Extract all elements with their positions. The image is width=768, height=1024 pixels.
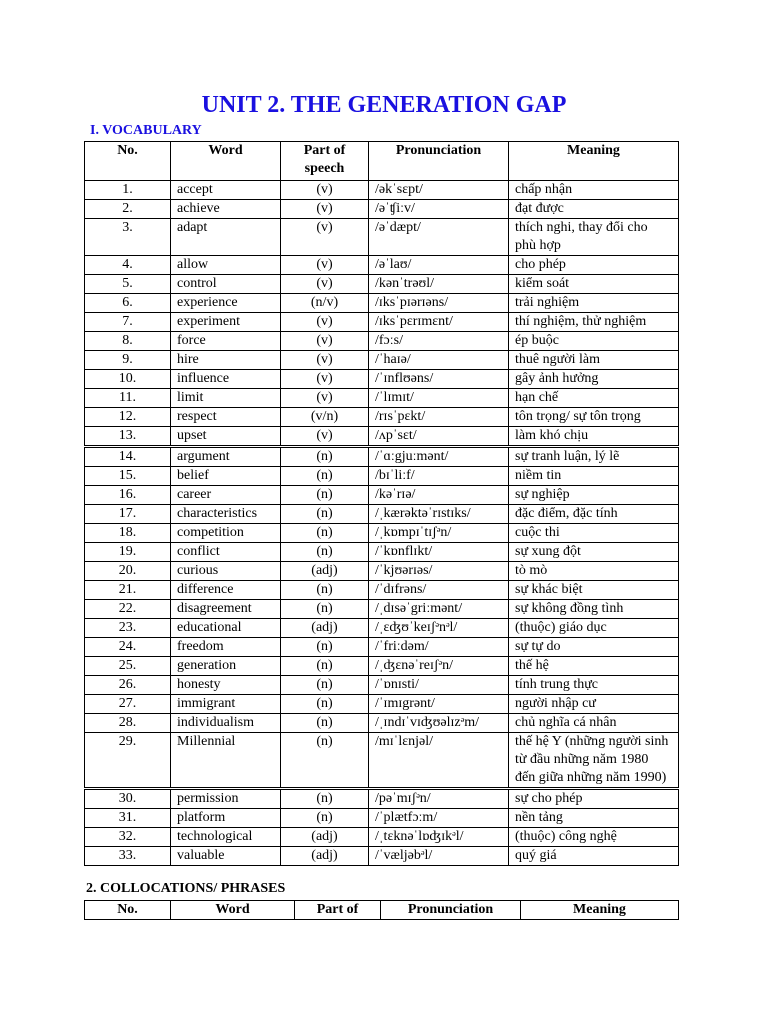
row-meaning: tính trung thực (509, 676, 679, 695)
row-number: 8. (85, 332, 171, 351)
row-number: 20. (85, 562, 171, 581)
collocations-table (84, 900, 679, 920)
row-word: honesty (171, 676, 281, 695)
row-meaning: sự tự do (509, 638, 679, 657)
row-number: 26. (85, 676, 171, 695)
header-pronunciation: Pronunciation (381, 901, 521, 920)
row-meaning: niềm tin (509, 467, 679, 486)
row-part-of-speech: (v) (281, 256, 369, 275)
table-row (85, 467, 679, 486)
row-word: hire (171, 351, 281, 370)
row-part-of-speech: (n) (281, 543, 369, 562)
row-pronunciation: /ˈfriːdəm/ (369, 638, 509, 657)
row-meaning: thế hệ (509, 657, 679, 676)
row-part-of-speech: (adj) (281, 619, 369, 638)
section-heading-collocations: 2. COLLOCATIONS/ PHRASES (86, 881, 286, 896)
row-pronunciation: /ˈdɪfrəns/ (369, 581, 509, 600)
row-meaning: sự không đồng tình (509, 600, 679, 619)
row-number: 22. (85, 600, 171, 619)
row-word: force (171, 332, 281, 351)
row-number: 21. (85, 581, 171, 600)
row-pronunciation: /ˈhaɪə/ (369, 351, 509, 370)
row-number: 4. (85, 256, 171, 275)
row-pronunciation: /ɪksˈpɛrɪmɛnt/ (369, 313, 509, 332)
table-row (85, 181, 679, 200)
row-word: adapt (171, 219, 281, 256)
table-row (85, 581, 679, 600)
row-number: 24. (85, 638, 171, 657)
row-part-of-speech: (n) (281, 809, 369, 828)
row-word: belief (171, 467, 281, 486)
row-pronunciation: /ˈɪnflʊəns/ (369, 370, 509, 389)
row-word: limit (171, 389, 281, 408)
row-number: 12. (85, 408, 171, 427)
row-part-of-speech: (n) (281, 733, 369, 789)
row-number: 9. (85, 351, 171, 370)
row-number: 14. (85, 447, 171, 467)
row-meaning: thế hệ Y (những người sinh từ đầu những năm 1980 đến giữa những năm 1990) (509, 733, 679, 789)
table-row (85, 256, 679, 275)
row-meaning: (thuộc) công nghệ (509, 828, 679, 847)
row-pronunciation: /ˌɛʤʊˈkeɪʃᵊnᵊl/ (369, 619, 509, 638)
row-meaning: thí nghiệm, thử nghiệm (509, 313, 679, 332)
row-word: career (171, 486, 281, 505)
row-word: generation (171, 657, 281, 676)
row-word: control (171, 275, 281, 294)
row-part-of-speech: (n/v) (281, 294, 369, 313)
row-word: argument (171, 447, 281, 467)
row-part-of-speech: (n) (281, 789, 369, 809)
row-word: immigrant (171, 695, 281, 714)
row-part-of-speech: (v) (281, 313, 369, 332)
table-row (85, 638, 679, 657)
row-pronunciation: /ˌtɛknəˈlɒʤɪkᵊl/ (369, 828, 509, 847)
row-number: 28. (85, 714, 171, 733)
row-pronunciation: /əkˈsɛpt/ (369, 181, 509, 200)
row-number: 6. (85, 294, 171, 313)
row-word: platform (171, 809, 281, 828)
row-number: 31. (85, 809, 171, 828)
row-pronunciation: /ˈkjʊərɪəs/ (369, 562, 509, 581)
row-part-of-speech: (v) (281, 389, 369, 408)
header-word: Word (171, 901, 295, 920)
table-row (85, 676, 679, 695)
row-meaning: thích nghi, thay đổi cho phù hợp (509, 219, 679, 256)
row-word: curious (171, 562, 281, 581)
row-part-of-speech: (v) (281, 275, 369, 294)
row-meaning: ép buộc (509, 332, 679, 351)
row-word: educational (171, 619, 281, 638)
section-heading-vocabulary: I. VOCABULARY (90, 123, 202, 138)
row-word: technological (171, 828, 281, 847)
row-part-of-speech: (n) (281, 600, 369, 619)
row-meaning: quý giá (509, 847, 679, 866)
row-part-of-speech: (n) (281, 486, 369, 505)
table-row (85, 219, 679, 256)
row-part-of-speech: (n) (281, 695, 369, 714)
row-number: 13. (85, 427, 171, 447)
row-pronunciation: /ˈɑːgjuːmənt/ (369, 447, 509, 467)
row-number: 23. (85, 619, 171, 638)
row-pronunciation: /ˌkɒmpɪˈtɪʃᵊn/ (369, 524, 509, 543)
row-part-of-speech: (v) (281, 351, 369, 370)
row-word: conflict (171, 543, 281, 562)
table-row (85, 562, 679, 581)
row-word: achieve (171, 200, 281, 219)
row-word: experience (171, 294, 281, 313)
table-row (85, 486, 679, 505)
row-pronunciation: /əˈlaʊ/ (369, 256, 509, 275)
page-title: UNIT 2. THE GENERATION GAP (201, 92, 567, 118)
table-row (85, 714, 679, 733)
table-row (85, 657, 679, 676)
row-word: characteristics (171, 505, 281, 524)
row-word: respect (171, 408, 281, 427)
row-meaning: chủ nghĩa cá nhân (509, 714, 679, 733)
row-word: permission (171, 789, 281, 809)
row-part-of-speech: (adj) (281, 828, 369, 847)
row-word: allow (171, 256, 281, 275)
row-word: difference (171, 581, 281, 600)
row-word: influence (171, 370, 281, 389)
row-pronunciation: /ˈɪmɪgrənt/ (369, 695, 509, 714)
row-meaning: nền tảng (509, 809, 679, 828)
row-number: 7. (85, 313, 171, 332)
table-row (85, 294, 679, 313)
row-pronunciation: /ˌʤɛnəˈreɪʃᵊn/ (369, 657, 509, 676)
header-meaning: Meaning (509, 142, 679, 181)
row-pronunciation: /bɪˈliːf/ (369, 467, 509, 486)
header-part-of-speech: Part of (295, 901, 381, 920)
row-pronunciation: /ˌɪndɪˈvɪʤʊəlɪzᵊm/ (369, 714, 509, 733)
row-part-of-speech: (n) (281, 467, 369, 486)
row-pronunciation: /ˈɒnɪsti/ (369, 676, 509, 695)
row-pronunciation: /ˈplætfɔːm/ (369, 809, 509, 828)
row-pronunciation: /əˈʧiːv/ (369, 200, 509, 219)
row-part-of-speech: (n) (281, 524, 369, 543)
row-part-of-speech: (n) (281, 505, 369, 524)
table-row (85, 408, 679, 427)
row-part-of-speech: (v/n) (281, 408, 369, 427)
row-number: 3. (85, 219, 171, 256)
row-number: 10. (85, 370, 171, 389)
row-number: 25. (85, 657, 171, 676)
row-meaning: sự nghiệp (509, 486, 679, 505)
row-word: experiment (171, 313, 281, 332)
table-row (85, 370, 679, 389)
row-number: 5. (85, 275, 171, 294)
table-row (85, 332, 679, 351)
row-word: valuable (171, 847, 281, 866)
row-meaning: cuộc thi (509, 524, 679, 543)
row-word: disagreement (171, 600, 281, 619)
row-part-of-speech: (n) (281, 657, 369, 676)
row-meaning: gây ảnh hưởng (509, 370, 679, 389)
row-meaning: làm khó chịu (509, 427, 679, 447)
row-part-of-speech: (n) (281, 714, 369, 733)
row-part-of-speech: (v) (281, 219, 369, 256)
row-part-of-speech: (adj) (281, 847, 369, 866)
row-meaning: tôn trọng/ sự tôn trọng (509, 408, 679, 427)
row-meaning: sự cho phép (509, 789, 679, 809)
row-number: 1. (85, 181, 171, 200)
header-part-of-speech: Part of speech (281, 142, 369, 181)
row-number: 27. (85, 695, 171, 714)
row-pronunciation: /fɔːs/ (369, 332, 509, 351)
row-meaning: đạt được (509, 200, 679, 219)
header-meaning: Meaning (521, 901, 679, 920)
row-pronunciation: /ˈlɪmɪt/ (369, 389, 509, 408)
row-number: 15. (85, 467, 171, 486)
row-number: 11. (85, 389, 171, 408)
row-pronunciation: /ˌdɪsəˈgriːmənt/ (369, 600, 509, 619)
row-pronunciation: /mɪˈlɛnjəl/ (369, 733, 509, 789)
table-row (85, 351, 679, 370)
row-number: 19. (85, 543, 171, 562)
row-number: 17. (85, 505, 171, 524)
header-no: No. (85, 901, 171, 920)
row-pronunciation: /kəˈrɪə/ (369, 486, 509, 505)
row-meaning: cho phép (509, 256, 679, 275)
table-row (85, 828, 679, 847)
row-meaning: (thuộc) giáo dục (509, 619, 679, 638)
row-meaning: hạn chế (509, 389, 679, 408)
row-meaning: sự tranh luận, lý lẽ (509, 447, 679, 467)
row-number: 32. (85, 828, 171, 847)
table-header-row (85, 142, 679, 181)
header-word: Word (171, 142, 281, 181)
table-row (85, 389, 679, 408)
row-meaning: chấp nhận (509, 181, 679, 200)
table-row (85, 200, 679, 219)
row-meaning: kiểm soát (509, 275, 679, 294)
row-meaning: thuê người làm (509, 351, 679, 370)
table-row (85, 447, 679, 467)
row-part-of-speech: (n) (281, 638, 369, 657)
row-pronunciation: /ˈkɒnflɪkt/ (369, 543, 509, 562)
row-pronunciation: /ʌpˈsɛt/ (369, 427, 509, 447)
row-meaning: đặc điểm, đặc tính (509, 505, 679, 524)
row-part-of-speech: (adj) (281, 562, 369, 581)
header-pronunciation: Pronunciation (369, 142, 509, 181)
row-meaning: người nhập cư (509, 695, 679, 714)
row-word: Millennial (171, 733, 281, 789)
vocabulary-table (84, 141, 679, 866)
table-row (85, 600, 679, 619)
row-meaning: sự khác biệt (509, 581, 679, 600)
row-pronunciation: /əˈdæpt/ (369, 219, 509, 256)
row-part-of-speech: (n) (281, 447, 369, 467)
row-meaning: sự xung đột (509, 543, 679, 562)
header-no: No. (85, 142, 171, 181)
row-number: 29. (85, 733, 171, 789)
row-pronunciation: /pəˈmɪʃᵊn/ (369, 789, 509, 809)
row-part-of-speech: (v) (281, 427, 369, 447)
row-number: 2. (85, 200, 171, 219)
table-row (85, 505, 679, 524)
row-word: upset (171, 427, 281, 447)
row-pronunciation: /rɪsˈpɛkt/ (369, 408, 509, 427)
row-number: 16. (85, 486, 171, 505)
table-row (85, 275, 679, 294)
row-word: accept (171, 181, 281, 200)
table-row (85, 313, 679, 332)
row-number: 33. (85, 847, 171, 866)
table-row (85, 619, 679, 638)
row-part-of-speech: (v) (281, 370, 369, 389)
row-part-of-speech: (v) (281, 200, 369, 219)
row-pronunciation: /ɪksˈpɪərɪəns/ (369, 294, 509, 313)
row-meaning: tò mò (509, 562, 679, 581)
row-part-of-speech: (n) (281, 581, 369, 600)
table-row (85, 733, 679, 789)
row-word: freedom (171, 638, 281, 657)
table-row (85, 789, 679, 809)
row-word: individualism (171, 714, 281, 733)
table-row (85, 543, 679, 562)
table-header-row (85, 901, 679, 920)
table-row (85, 524, 679, 543)
row-number: 30. (85, 789, 171, 809)
table-row (85, 695, 679, 714)
row-part-of-speech: (n) (281, 676, 369, 695)
row-part-of-speech: (v) (281, 332, 369, 351)
row-word: competition (171, 524, 281, 543)
row-meaning: trải nghiệm (509, 294, 679, 313)
row-pronunciation: /kənˈtrəʊl/ (369, 275, 509, 294)
table-row (85, 847, 679, 866)
table-row (85, 427, 679, 447)
table-row (85, 809, 679, 828)
row-number: 18. (85, 524, 171, 543)
row-part-of-speech: (v) (281, 181, 369, 200)
row-pronunciation: /ˈvæljəbᵊl/ (369, 847, 509, 866)
row-pronunciation: /ˌkærəktəˈrɪstɪks/ (369, 505, 509, 524)
